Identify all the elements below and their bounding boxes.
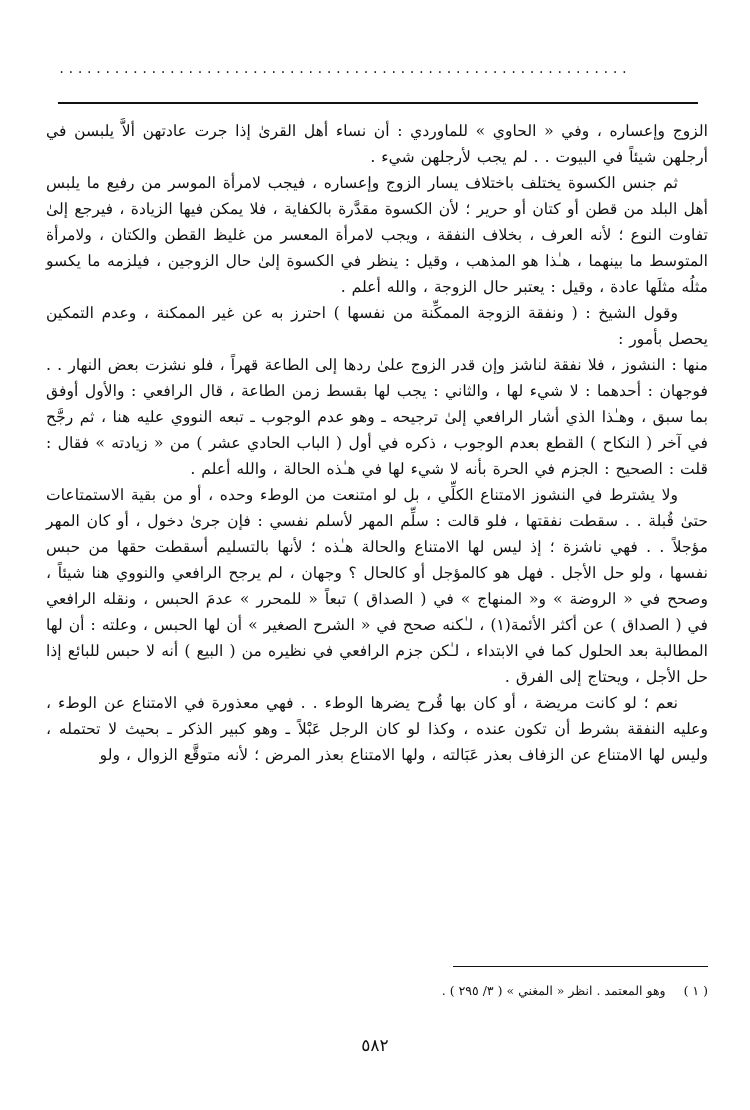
paragraph: ولا يشترط في النشوز الامتناع الكلِّي ، بل لو امتنعت من الوطء وحده ، أو من بقية الاستمتاعات حتىٰ قُبلة . . سقطت نفقتها ، فلو قالت : سلِّم المهر لأسلم نفسي : فإن جرىٰ دخول ، أو كان المهر مؤجلاً . . فهي ناشزة ؛ إذ ليس لها الامتناع والحالة هـٰذه ؛ لأنها بالتسليم أسقطت حقها من حبس نفسها ، ولو حل الأجل . فهل هو كالمؤجل أو كالحال ؟ وجهان ، لم يرجح الرافعي والنووي هنا شيئاً ، وصحح في « الروضة » و« المنهاج » في ( الصداق ) تبعاً « للمحرر » عدمَ الحبس ، ونقله الرافعي في ( الصداق ) عن أكثر الأئمة(١) ، لـٰكنه صحح في « الشرح الصغير » أن لها الحبس ، وعلته : أن لها المطالبة بعد الحلول كما في الابتداء ، لـٰكن جزم الرافعي في نظيره من ( البيع ) أنه لا حبس للبائع إذا حل الأجل ، ويحتاج إلى الفرق . xyxy=(46,486,708,686)
footnote xyxy=(46,982,708,1000)
footnote-number: ( ١ ) xyxy=(683,983,708,998)
main-text xyxy=(46,118,708,768)
paragraph: نعم ؛ لو كانت مريضة ، أو كان بها قُرح يضرها الوطء . . فهي معذورة في الامتناع عن الوطء ، وعليه النفقة بشرط أن تكون عنده ، وكذا لو كان الرجل عَبْلاً ـ وهو كبير الذكر ـ بحيث لا تحتمله ، وليس لها الامتناع عن الزفاف بعذر عَبَالته ، ولها الامتناع بعذر المرض ؛ لأنه متوقَّع الزوال ، ولو xyxy=(46,694,708,764)
header-rule xyxy=(58,102,698,104)
footnote-rule xyxy=(453,966,708,967)
paragraph: منها : النشوز ، فلا نفقة لناشز وإن قدر الزوج علىٰ ردها إلى الطاعة قهراً ، فلو نشزت بعض النهار . . فوجهان : أحدهما : لا شيء لها ، والثاني : يجب لها بقسط زمن الطاعة ، قال الرافعي : والأول أوفق بما سبق ، وهـٰذا الذي أشار الرافعي إلىٰ ترجيحه ـ وهو عدم الوجوب ـ تبعه النووي عليه هنا ، ثم رجَّح في آخر ( النكاح ) القطع بعدم الوجوب ، ذكره في أول ( الباب الحادي عشر ) من « زيادته » فقال : قلت : الصحيح : الجزم في الحرة بأنه لا شيء لها في هـٰذه الحالة ، والله أعلم . xyxy=(46,356,708,478)
header-dotted-line: .............................................................. xyxy=(58,62,630,76)
paragraph: الزوج وإعساره ، وفي « الحاوي » للماوردي : أن نساء أهل القرىٰ إذا جرت عادتهن ألاَّ يلبسن في أرجلهن شيئاً في البيوت . . لم يجب لأرجلهن شيء . xyxy=(46,122,708,166)
page-number: ٥٨٢ xyxy=(361,1036,389,1056)
paragraph: ثم جنس الكسوة يختلف باختلاف يسار الزوج وإعساره ، فيجب لامرأة الموسر من رفيع ما يلبس أهل البلد من قطن أو كتان أو حرير ؛ لأن الكسوة مقدَّرة بالكفاية ، فلا يمكن فيها الزيادة ، فيرجع إلىٰ تفاوت النوع ؛ لأنه العرف ، بخلاف النفقة ، ويجب لامرأة المعسر من غليظ القطن والكتان ، ولامرأة المتوسط ما بينهما ، هـٰذا هو المذهب ، وقيل : ينظر في الكسوة إلىٰ حال الزوجين ، فيلزمه ما يكسو مثلُه مثلَها عادة ، وقيل : يعتبر حال الزوجة ، والله أعلم . xyxy=(46,174,708,296)
paragraph: وقول الشيخ : ( ونفقة الزوجة الممكِّنة من نفسها ) احترز به عن غير الممكنة ، وعدم التمكين يحصل بأمور : xyxy=(46,304,708,348)
footnote-text: وهو المعتمد . انظر « المغني » ( ٣/ ٢٩٥ ) . xyxy=(441,983,666,998)
